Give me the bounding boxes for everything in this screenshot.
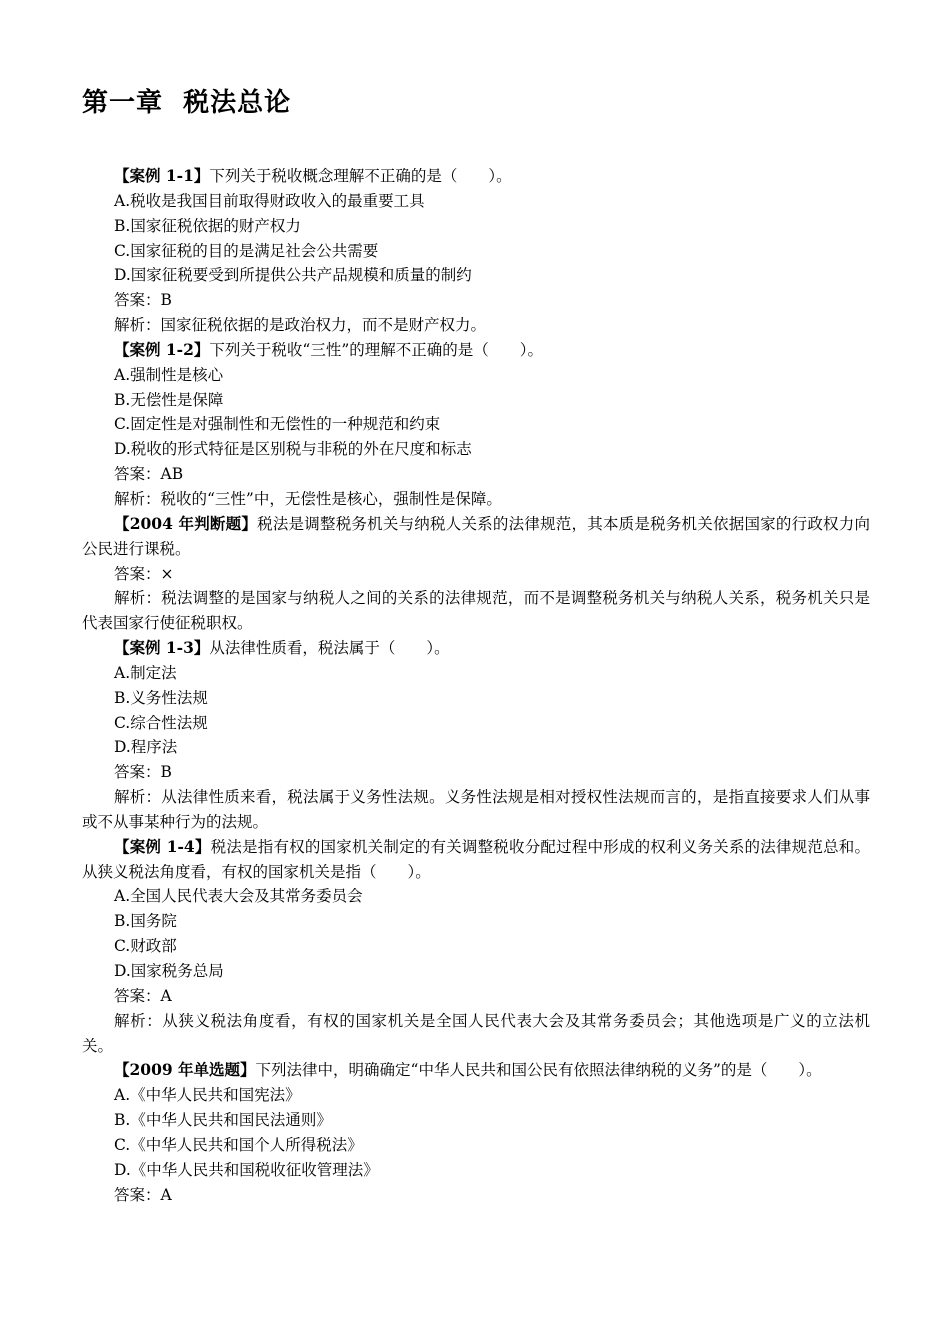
question-label: 【案例 1-1】 — [114, 166, 210, 185]
option-line: A.强制性是核心 — [114, 365, 224, 384]
option-line: D.国家征税要受到所提供公共产品规模和质量的制约 — [114, 266, 472, 285]
explanation-paragraph: 解析：从狭义税法角度看，有权的国家机关是全国人民代表大会及其常务委员会；其他选项是广义的立法机关。 — [82, 1011, 870, 1055]
question-label: 【案例 1-3】 — [114, 638, 210, 658]
question-paragraph — [82, 636, 870, 661]
option-line: B.国家征税依据的财产权力 — [114, 216, 301, 235]
question-label: 【案例 1-4】 — [114, 836, 211, 856]
option-line: B.义务性法规 — [114, 688, 208, 707]
option-line: B.无偿性是保障 — [114, 390, 224, 409]
option-line: 答案：× — [114, 564, 174, 583]
question-label: 【2009 年单选题】 — [114, 1060, 256, 1080]
question-label: 【案例 1-2】 — [114, 339, 210, 359]
option-line: D.税收的形式特征是区别税与非税的外在尺度和标志 — [114, 440, 472, 459]
option-line: 答案：AB — [114, 465, 184, 484]
option-line: C.国家征税的目的是满足社会公共需要 — [114, 241, 379, 260]
option-line: 答案：A — [114, 1185, 172, 1204]
option-line: 答案：A — [114, 986, 172, 1005]
option-line: 答案：B — [114, 291, 172, 310]
option-line: A.全国人民代表大会及其常务委员会 — [114, 887, 363, 906]
explanation-paragraph: 解析：从法律性质来看，税法属于义务性法规。义务性法规是相对授权性法规而言的，是指直接要求人们从事或不从事某种行为的法规。 — [82, 788, 870, 831]
question-paragraph — [82, 1058, 870, 1083]
option-line: 解析：税收的“三性”中，无偿性是核心，强制性是保障。 — [114, 489, 502, 508]
option-line: A.税收是我国目前取得财政收入的最重要工具 — [114, 191, 425, 210]
option-line: B.《中华人民共和国民法通则》 — [114, 1111, 332, 1130]
question-text: 下列关于税收“三性”的理解不正确的是（ ）。 — [209, 340, 544, 359]
option-line: B.国务院 — [114, 912, 177, 931]
chapter-title: 第一章 税法总论 — [82, 88, 292, 118]
question-text: 下列关于税收概念理解不正确的是（ ）。 — [209, 167, 512, 185]
question-paragraph — [82, 338, 870, 363]
option-line: C.财政部 — [114, 937, 177, 956]
option-line: 解析：国家征税依据的是政治权力，而不是财产权力。 — [114, 316, 487, 335]
option-line: C.《中华人民共和国个人所得税法》 — [114, 1135, 363, 1154]
explanation-paragraph: 解析：税法调整的是国家与纳税人之间的关系的法律规范，而不是调整税务机关与纳税人关系，税务机关只是代表国家行使征税职权。 — [82, 589, 870, 633]
question-paragraph — [82, 164, 870, 189]
document-body — [82, 164, 870, 1207]
option-line: D.国家税务总局 — [114, 962, 224, 980]
question-text: 下列法律中，明确确定“中华人民共和国公民有依照法律纳税的义务”的是（ ）。 — [255, 1061, 822, 1080]
option-line: 答案：B — [114, 763, 172, 782]
question-text: 税法是调整税务机关与纳税人关系的法律规范，其本质是税务机关依据国家的行政权力向公民进行课税。 — [82, 514, 870, 558]
question-label: 【2004 年判断题】 — [114, 513, 258, 533]
question-paragraph — [82, 835, 870, 885]
question-text: 税法是指有权的国家机关制定的有关调整税收分配过程中形成的权利义务关系的法律规范总和。从狭义税法角度看，有权的国家机关是指（ ）。 — [82, 837, 870, 881]
option-line: A.《中华人民共和国宪法》 — [114, 1086, 301, 1105]
option-line: A.制定法 — [114, 663, 177, 682]
option-line: C.综合性法规 — [114, 713, 208, 732]
option-line: D.《中华人民共和国税收征收管理法》 — [114, 1160, 379, 1179]
option-line: C.固定性是对强制性和无偿性的一种规范和约束 — [114, 415, 441, 434]
question-paragraph — [82, 512, 870, 562]
question-text: 从法律性质看，税法属于（ ）。 — [209, 639, 450, 658]
option-line: D.程序法 — [114, 738, 178, 757]
